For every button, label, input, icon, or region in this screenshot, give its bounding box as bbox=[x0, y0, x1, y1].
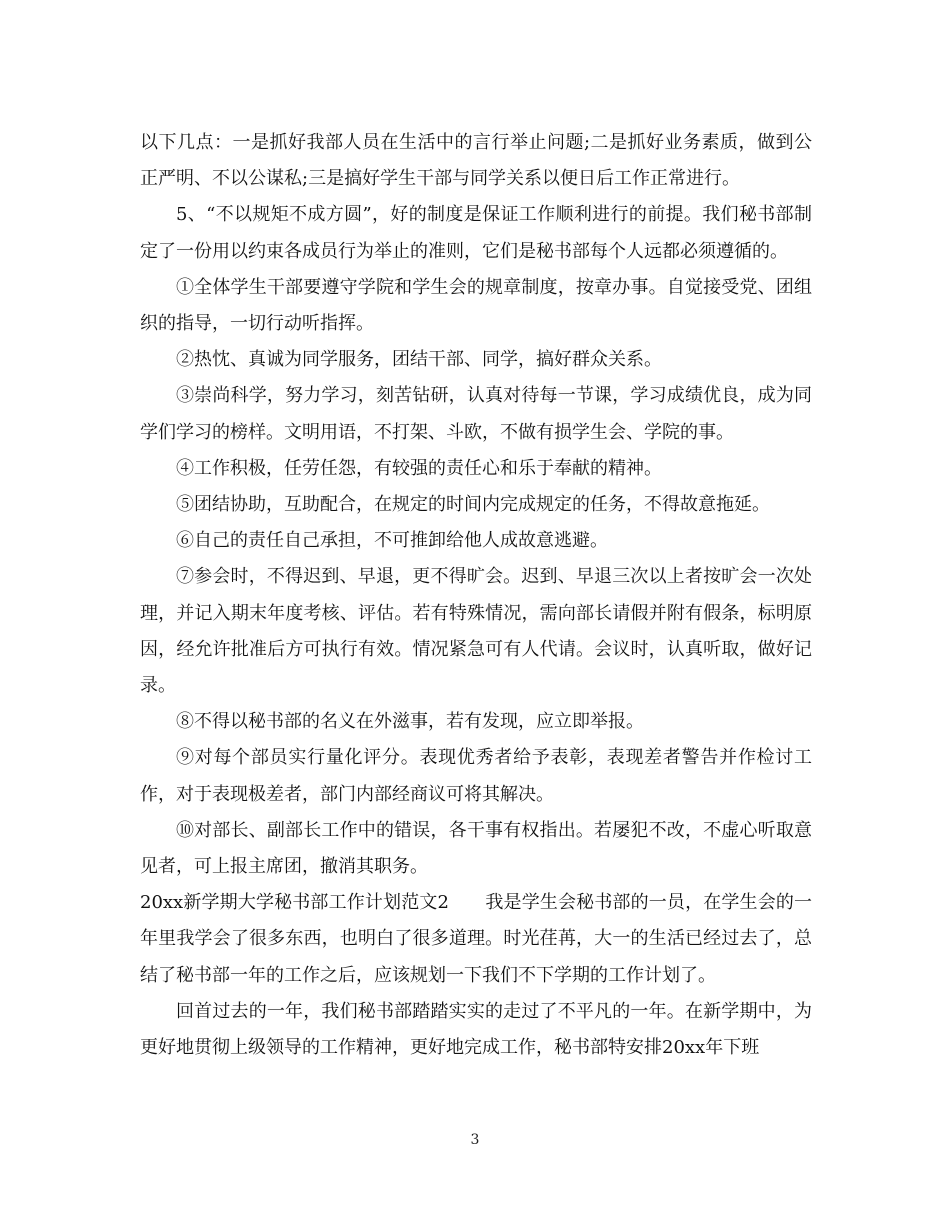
paragraph-4: ②热忱、真诚为同学服务，团结干部、同学，搞好群众关系。 bbox=[176, 349, 662, 371]
paragraph-6: ④工作积极，任劳任怨，有较强的责任心和乐于奉献的精神。 bbox=[176, 457, 662, 479]
paragraph-9: ⑦参会时，不得迟到、早退，更不得旷会。迟到、早退三次以上者按旷会一次处理，并记入期末年度考核、评估。若有特殊情况，需向部长请假并附有假条，标明原因，经允许批准后方可执行有效。情况紧急可有人代请。会议时，认真听取，做好记录。 bbox=[140, 566, 812, 697]
paragraph-2: 5、“不以规矩不成方圆”，好的制度是保证工作顺利进行的前提。我们秘书部制定了一份用以约束各成员行为举止的准则，它们是秘书部每个人远都必须遵循的。 bbox=[140, 204, 812, 262]
paragraph-12: ⑩对部长、副部长工作中的错误，各干事有权指出。若屡犯不改，不虚心听取意见者，可上报主席团，撤消其职务。 bbox=[140, 819, 812, 878]
paragraph-3: ①全体学生干部要遵守学院和学生会的规章制度，按章办事。自觉接受党、团组织的指导，一切行动听指挥。 bbox=[140, 276, 812, 335]
paragraph-13: 20xx新学期大学秘书部工作计划范文2 我是学生会秘书部的一员，在学生会的一年里我学会了很多东西，也明白了很多道理。时光荏苒，大一的生活已经过去了，总结了秘书部一年的工作之后，应该规划一下我们不下学期的工作计划了。 bbox=[140, 892, 812, 986]
paragraph-10: ⑧不得以秘书部的名义在外滋事，若有发现，应立即举报。 bbox=[176, 711, 644, 733]
paragraph-8: ⑥自己的责任自己承担，不可推卸给他人成故意逃避。 bbox=[176, 530, 608, 552]
paragraph-7: ⑤团结协助，互助配合，在规定的时间内完成规定的任务，不得故意拖延。 bbox=[176, 494, 770, 516]
paragraph-14: 回首过去的一年，我们秘书部踏踏实实的走过了不平凡的一年。在新学期中，为更好地贯彻上级领导的工作精神，更好地完成工作，秘书部特安排20xx年下班 bbox=[140, 1000, 812, 1059]
document-body bbox=[140, 125, 812, 1066]
paragraph-1: 以下几点：一是抓好我部人员在生活中的言行举止问题;二是抓好业务素质，做到公正严明、不以公谋私;三是搞好学生干部与同学关系以便日后工作正常进行。 bbox=[140, 132, 812, 190]
page-number: 3 bbox=[470, 1132, 480, 1148]
paragraph-5: ③崇尚科学，努力学习，刻苦钻研，认真对待每一节课，学习成绩优良，成为同学们学习的榜样。文明用语，不打架、斗欧，不做有损学生会、学院的事。 bbox=[140, 385, 812, 443]
paragraph-11: ⑨对每个部员实行量化评分。表现优秀者给予表彰，表现差者警告并作检讨工作，对于表现极差者，部门内部经商议可将其解决。 bbox=[140, 747, 812, 805]
